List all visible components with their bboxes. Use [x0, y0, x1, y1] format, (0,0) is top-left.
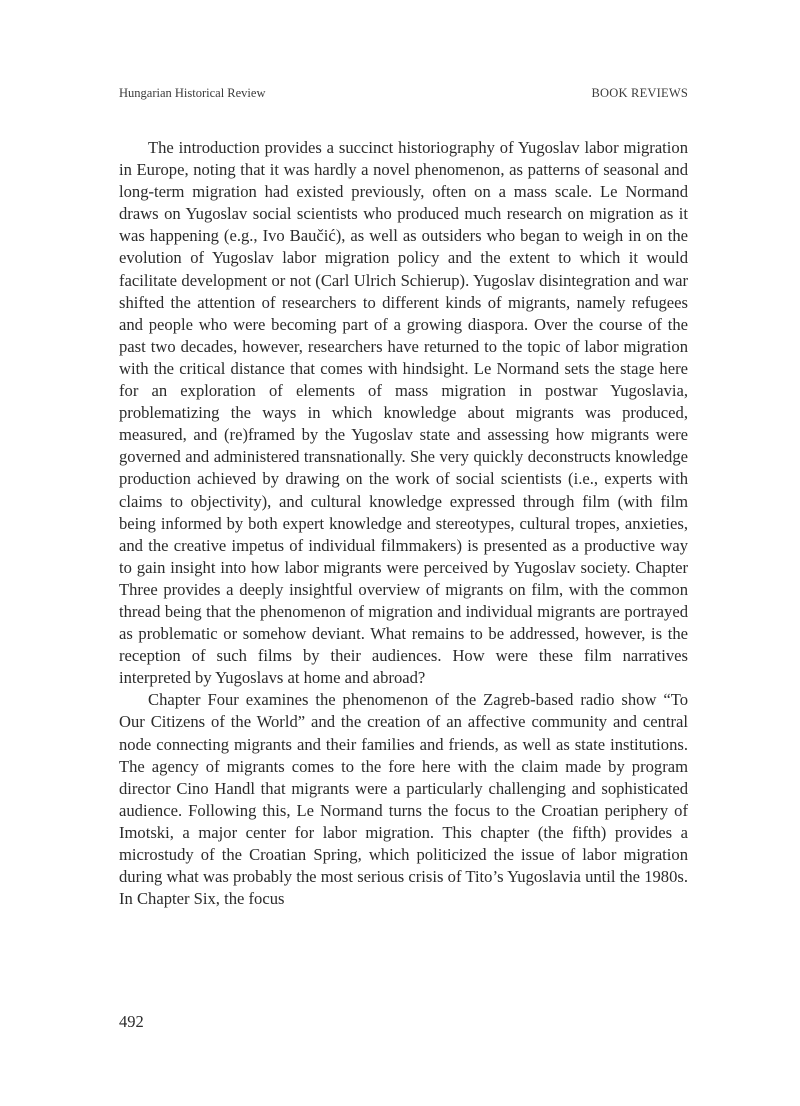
running-head [119, 86, 688, 101]
page-number: 492 [119, 1012, 144, 1031]
paragraph-introduction: The introduction provides a succinct historiography of Yugoslav labor migration in Europe, noting that it was hardly a novel phenomenon, as patterns of seasonal and long-term migration had existed previously, often on a mass scale. Le Normand draws on Yugoslav social scientists who produced much research on migration as it was happening (e.g., Ivo Baučić), as well as outsiders who began to weigh in on the evolution of Yugoslav labor migration policy and the extent to which it would facilitate development or not (Carl Ulrich Schierup). Yugoslav disintegration and war shifted the attention of researchers to different kinds of migrants, namely refugees and people who were becoming part of a growing diaspora. Over the course of the past two decades, however, researchers have returned to the topic of labor migration with the critical distance that comes with hindsight. Le Normand sets the stage here for an exploration of elements of mass migration in postwar Yugoslavia, problematizing the ways in which knowledge about migrants was produced, measured, and (re)framed by the Yugoslav state and assessing how migrants were governed and administered transnationally. She very quickly deconstructs knowledge production achieved by drawing on the work of social scientists (i.e., experts with claims to objectivity), and cultural knowledge expressed through film (with film being informed by both expert knowledge and stereotypes, cultural tropes, anxieties, and the creative impetus of individual filmmakers) is presented as a productive way to gain insight into how labor migrants were perceived by Yugoslav society. Chapter Three provides a deeply insightful overview of migrants on film, with the common thread being that the phenomenon of migration and individual migrants are portrayed as problematic or somehow deviant. What remains to be addressed, however, is the reception of such films by their audiences. How were these film narratives interpreted by Yugoslavs at home and abroad? [119, 138, 688, 688]
journal-title: Hungarian Historical Review [119, 86, 266, 100]
article-body [119, 137, 688, 910]
section-title: BOOK REVIEWS [591, 86, 688, 100]
paragraph-chapter-four: Chapter Four examines the phenomenon of the Zagreb-based radio show “To Our Citizens of the World” and the creation of an affective community and central node connecting migrants and their families and friends, as well as state institutions. The agency of migrants comes to the fore here with the claim made by program director Cino Handl that migrants were a particularly challenging and sophisticated audience. Following this, Le Normand turns the focus to the Croatian periphery of Imotski, a major center for labor migration. This chapter (the fifth) provides a microstudy of the Croatian Spring, which politicized the issue of labor migration during what was probably the most serious crisis of Tito’s Yugoslavia until the 1980s. In Chapter Six, the focus [119, 690, 688, 909]
